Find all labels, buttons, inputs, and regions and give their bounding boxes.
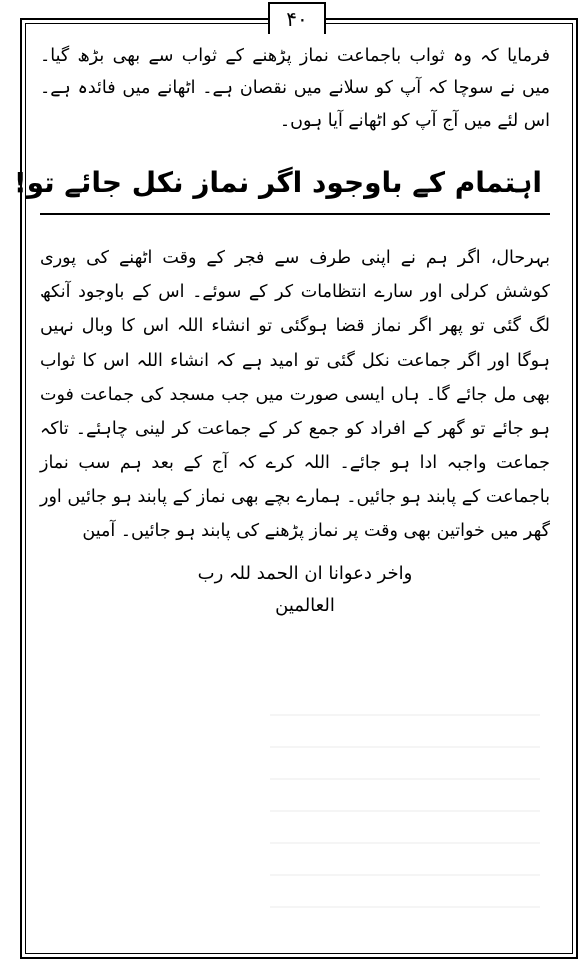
text-line: ہو جائے۔ اللہ کرے کہ آج کے بعد ہم سب نماز باجماعت کے پابند	[40, 452, 550, 507]
text-line: ہو جائیں۔ ہمارے بچے بھی نماز کے پابند ہو جائیں اور گھر میں خواتین	[40, 486, 550, 541]
text-line: نے سوچا کہ آپ کو سلانے میں نقصان ہے۔ اٹھانے میں فائدہ ہے۔	[40, 78, 516, 99]
closing-line-1: واخر دعوانا ان الحمد للہ رب	[197, 563, 413, 585]
closing-line-2: العالمین	[275, 595, 335, 617]
text-line: فرمایا کہ وہ ثواب باجماعت نماز پڑھنے کے ثواب سے بھی بڑھ گیا۔ میں	[40, 46, 550, 99]
text-line: اگر جماعت نکل گئی تو امید ہے کہ انشاء اللہ اس کا ثواب بھی مل	[40, 350, 550, 405]
section-heading: اہتمام کے باوجود اگر نماز نکل جائے تو!	[13, 166, 542, 200]
page-number: ۴۰	[268, 2, 326, 34]
page-content	[13, 40, 550, 622]
text-line: لگ گئی تو پھر اگر نماز قضا ہوگئی تو انشاء اللہ اس کا وبال نہیں ہوگا اور	[40, 316, 550, 371]
paragraph-intro	[40, 40, 550, 137]
text-line: کوشش کرلی اور سارے انتظامات کر کے سوئے۔ اس کے باوجود آنکھ	[40, 282, 550, 303]
paragraph-body	[40, 241, 550, 548]
show-through-texture	[270, 690, 540, 920]
text-line: کے افراد کو جمع کر کے جماعت کر لینی چاہئے۔ تاکہ جماعت واجبہ ادا	[40, 418, 550, 473]
heading-underline	[40, 213, 550, 215]
text-line: بھی وقت پر نماز پڑھنے کی پابند ہو جائیں۔ آمین	[82, 520, 432, 541]
closing-dua	[40, 558, 550, 622]
section-heading-block	[13, 159, 550, 215]
text-line: بہرحال، اگر ہم نے اپنی طرف سے فجر کے وقت اٹھنے کی پوری	[40, 248, 550, 269]
text-line: اس لئے میں آج آپ کو اٹھانے آیا ہوں۔	[279, 110, 550, 131]
text-line: جائے گا۔ ہاں ایسی صورت میں جب مسجد کی جماعت فوت ہو جائے تو گھر	[40, 384, 550, 439]
